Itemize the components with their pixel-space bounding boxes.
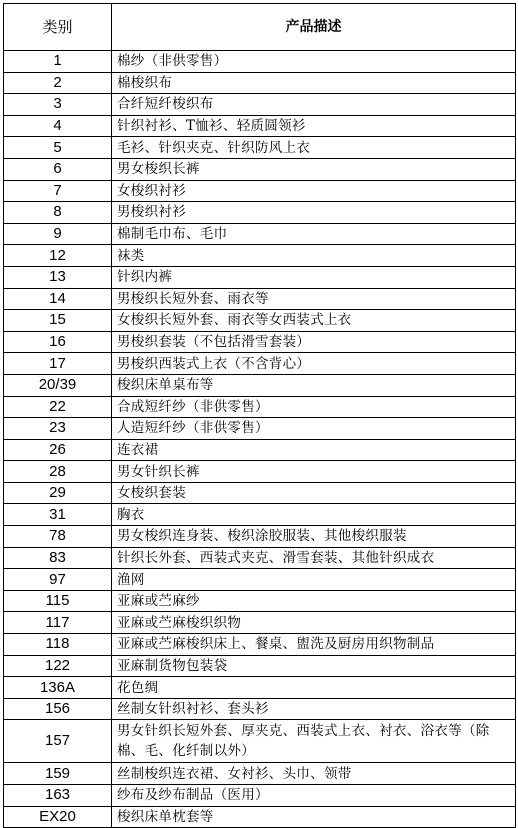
- table-row: [4, 158, 516, 180]
- description-cell: 亚麻制货物包装袋: [112, 655, 516, 677]
- table-row: [4, 223, 516, 245]
- category-cell: 31: [4, 504, 112, 526]
- description-cell: 针织长外套、西装式夹克、滑雪套装、其他针织成衣: [112, 547, 516, 569]
- column-header-category: 类别: [4, 4, 112, 51]
- table-row: [4, 180, 516, 202]
- document-page: [3, 3, 515, 828]
- table-row: [4, 482, 516, 504]
- table-row: [4, 547, 516, 569]
- table-row: [4, 785, 516, 807]
- category-cell: 22: [4, 396, 112, 418]
- description-cell: 亚麻或苎麻梭织床上、餐桌、盥洗及厨房用织物制品: [112, 634, 516, 656]
- description-cell: 渔网: [112, 569, 516, 591]
- category-cell: 118: [4, 634, 112, 656]
- category-cell: 117: [4, 612, 112, 634]
- category-cell: 16: [4, 331, 112, 353]
- table-row: [4, 353, 516, 375]
- description-cell: 棉纱（非供零售）: [112, 51, 516, 73]
- table-row: [4, 266, 516, 288]
- description-cell: 连衣裙: [112, 439, 516, 461]
- category-cell: 7: [4, 180, 112, 202]
- category-cell: 15: [4, 310, 112, 332]
- description-cell: 袜类: [112, 245, 516, 267]
- table-row: [4, 310, 516, 332]
- description-cell: 女梭织套装: [112, 482, 516, 504]
- description-cell: 针织内裤: [112, 266, 516, 288]
- description-cell: 男女针织长裤: [112, 461, 516, 483]
- category-cell: 12: [4, 245, 112, 267]
- table-row: [4, 612, 516, 634]
- table-header-row: [4, 4, 516, 51]
- description-cell: 男女梭织连身装、梭织涂胶服装、其他梭织服装: [112, 526, 516, 548]
- table-row: [4, 72, 516, 94]
- category-cell: 78: [4, 526, 112, 548]
- table-row: [4, 418, 516, 440]
- description-cell: 男梭织西装式上衣（不含背心）: [112, 353, 516, 375]
- description-cell: 女梭织衬衫: [112, 180, 516, 202]
- table-row: [4, 396, 516, 418]
- table-row: [4, 677, 516, 699]
- description-cell: 毛衫、针织夹克、针织防风上衣: [112, 137, 516, 159]
- table-row: [4, 763, 516, 785]
- category-cell: 163: [4, 785, 112, 807]
- category-cell: 17: [4, 353, 112, 375]
- category-cell: 8: [4, 202, 112, 224]
- description-cell: 亚麻或苎麻纱: [112, 590, 516, 612]
- description-cell: 丝制女针织衬衫、套头衫: [112, 698, 516, 720]
- category-cell: 97: [4, 569, 112, 591]
- category-cell: 115: [4, 590, 112, 612]
- category-cell: 159: [4, 763, 112, 785]
- table-row: [4, 590, 516, 612]
- description-cell: 女梭织长短外套、雨衣等女西装式上衣: [112, 310, 516, 332]
- category-cell: 83: [4, 547, 112, 569]
- category-cell: 156: [4, 698, 112, 720]
- category-table: [3, 3, 516, 828]
- category-cell: 3: [4, 94, 112, 116]
- description-cell: 梭织床单枕套等: [112, 806, 516, 828]
- table-row: [4, 94, 516, 116]
- table-row: [4, 202, 516, 224]
- description-cell: 丝制梭织连衣裙、女衬衫、头巾、领带: [112, 763, 516, 785]
- table-row: [4, 374, 516, 396]
- description-cell: 男梭织套装（不包括滑雪套装）: [112, 331, 516, 353]
- table-row: [4, 698, 516, 720]
- category-cell: 5: [4, 137, 112, 159]
- table-row: [4, 634, 516, 656]
- description-cell: 亚麻或苎麻梭织织物: [112, 612, 516, 634]
- category-cell: 1: [4, 51, 112, 73]
- column-header-description: 产品描述: [112, 4, 516, 51]
- description-cell: 梭织床单桌布等: [112, 374, 516, 396]
- table-row: [4, 115, 516, 137]
- category-cell: 2: [4, 72, 112, 94]
- category-cell: 4: [4, 115, 112, 137]
- table-row: [4, 439, 516, 461]
- category-cell: EX20: [4, 806, 112, 828]
- category-cell: 13: [4, 266, 112, 288]
- description-cell: 男梭织衬衫: [112, 202, 516, 224]
- description-cell: 胸衣: [112, 504, 516, 526]
- description-cell: 男梭织长短外套、雨衣等: [112, 288, 516, 310]
- table-row: [4, 331, 516, 353]
- category-cell: 23: [4, 418, 112, 440]
- category-cell: 29: [4, 482, 112, 504]
- table-row: [4, 51, 516, 73]
- description-cell: 男女针织长短外套、厚夹克、西装式上衣、衬衣、浴衣等（除棉、毛、化纤制以外）: [112, 720, 516, 763]
- category-cell: 122: [4, 655, 112, 677]
- category-cell: 136A: [4, 677, 112, 699]
- table-body: [4, 51, 516, 828]
- description-cell: 花色绸: [112, 677, 516, 699]
- description-cell: 男女梭织长裤: [112, 158, 516, 180]
- category-cell: 9: [4, 223, 112, 245]
- table-row: [4, 288, 516, 310]
- table-row: [4, 806, 516, 828]
- category-cell: 6: [4, 158, 112, 180]
- description-cell: 棉制毛巾布、毛巾: [112, 223, 516, 245]
- category-cell: 28: [4, 461, 112, 483]
- table-row: [4, 655, 516, 677]
- table-row: [4, 720, 516, 763]
- category-cell: 26: [4, 439, 112, 461]
- description-cell: 人造短纤纱（非供零售）: [112, 418, 516, 440]
- table-row: [4, 137, 516, 159]
- description-cell: 针织衬衫、T恤衫、轻质圆领衫: [112, 115, 516, 137]
- description-cell: 合纤短纤梭织布: [112, 94, 516, 116]
- description-cell: 纱布及纱布制品（医用）: [112, 785, 516, 807]
- table-row: [4, 504, 516, 526]
- table-row: [4, 569, 516, 591]
- table-row: [4, 526, 516, 548]
- description-cell: 合成短纤纱（非供零售）: [112, 396, 516, 418]
- table-row: [4, 461, 516, 483]
- category-cell: 20/39: [4, 374, 112, 396]
- table-row: [4, 245, 516, 267]
- category-cell: 157: [4, 720, 112, 763]
- description-cell: 棉梭织布: [112, 72, 516, 94]
- category-cell: 14: [4, 288, 112, 310]
